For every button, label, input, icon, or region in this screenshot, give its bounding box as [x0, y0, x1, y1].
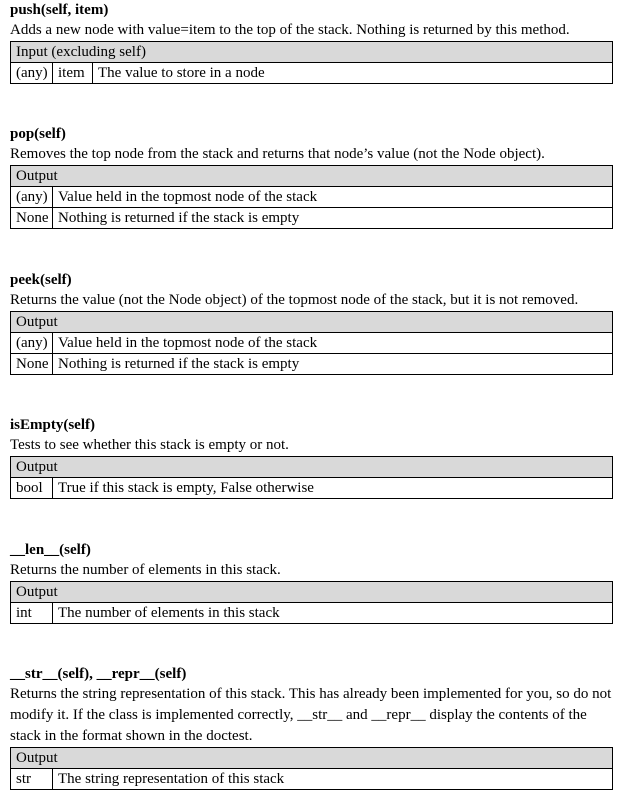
len-method-section — [10, 540, 613, 624]
table-row — [11, 478, 613, 499]
method-signature: pop(self) — [10, 126, 66, 142]
output-table — [10, 747, 613, 790]
return-type: None — [11, 354, 53, 375]
table-header-row — [11, 748, 613, 769]
output-table — [10, 581, 613, 624]
table-row — [11, 603, 613, 624]
return-type: None — [11, 208, 53, 229]
return-type: (any) — [11, 187, 53, 208]
output-table — [10, 165, 613, 229]
method-signature: __len__(self) — [10, 542, 91, 558]
method-description: Returns the value (not the Node object) of the topmost node of the stack, but it is not removed. — [10, 292, 579, 308]
return-description: True if this stack is empty, False otherwise — [53, 478, 613, 499]
output-table — [10, 311, 613, 375]
method-description: Returns the number of elements in this stack. — [10, 562, 281, 578]
table-header-row — [11, 312, 613, 333]
method-description: Tests to see whether this stack is empty or not. — [10, 437, 289, 453]
table-header: Output — [11, 748, 613, 769]
return-description: The number of elements in this stack — [53, 603, 613, 624]
return-description: Value held in the topmost node of the stack — [53, 333, 613, 354]
return-description: Value held in the topmost node of the stack — [53, 187, 613, 208]
return-type: bool — [11, 478, 53, 499]
table-header: Input (excluding self) — [11, 42, 613, 63]
pop-method-section — [10, 124, 613, 229]
method-signature: push(self, item) — [10, 2, 109, 18]
return-type: int — [11, 603, 53, 624]
output-table — [10, 456, 613, 499]
str-repr-method-section — [10, 664, 613, 790]
return-description: Nothing is returned if the stack is empty — [53, 208, 613, 229]
table-header-row — [11, 457, 613, 478]
return-description: The string representation of this stack — [53, 769, 613, 790]
param-name: item — [53, 63, 93, 84]
table-header: Output — [11, 312, 613, 333]
method-description: Returns the string representation of this stack. This has already been implemented for you, so do not modify it. If the class is implemented correctly, __str__ and __repr__ display the contents of the stack in the format shown in the doctest. — [10, 686, 612, 744]
table-row — [11, 769, 613, 790]
method-signature: peek(self) — [10, 272, 72, 288]
table-row — [11, 354, 613, 375]
table-row — [11, 63, 613, 84]
return-type: (any) — [11, 333, 53, 354]
table-header: Output — [11, 582, 613, 603]
table-row — [11, 208, 613, 229]
push-method-section — [10, 0, 613, 84]
peek-method-section — [10, 270, 613, 375]
return-description: Nothing is returned if the stack is empty — [53, 354, 613, 375]
method-signature: __str__(self), __repr__(self) — [10, 666, 187, 682]
table-header: Output — [11, 457, 613, 478]
table-header-row — [11, 42, 613, 63]
method-description: Removes the top node from the stack and returns that node’s value (not the Node object). — [10, 146, 545, 162]
table-row — [11, 333, 613, 354]
method-description: Adds a new node with value=item to the top of the stack. Nothing is returned by this method. — [10, 22, 570, 38]
method-signature: isEmpty(self) — [10, 417, 95, 433]
table-header: Output — [11, 166, 613, 187]
isempty-method-section — [10, 415, 613, 499]
table-header-row — [11, 582, 613, 603]
table-header-row — [11, 166, 613, 187]
param-description: The value to store in a node — [93, 63, 613, 84]
input-table — [10, 41, 613, 84]
return-type: str — [11, 769, 53, 790]
param-type: (any) — [11, 63, 53, 84]
table-row — [11, 187, 613, 208]
